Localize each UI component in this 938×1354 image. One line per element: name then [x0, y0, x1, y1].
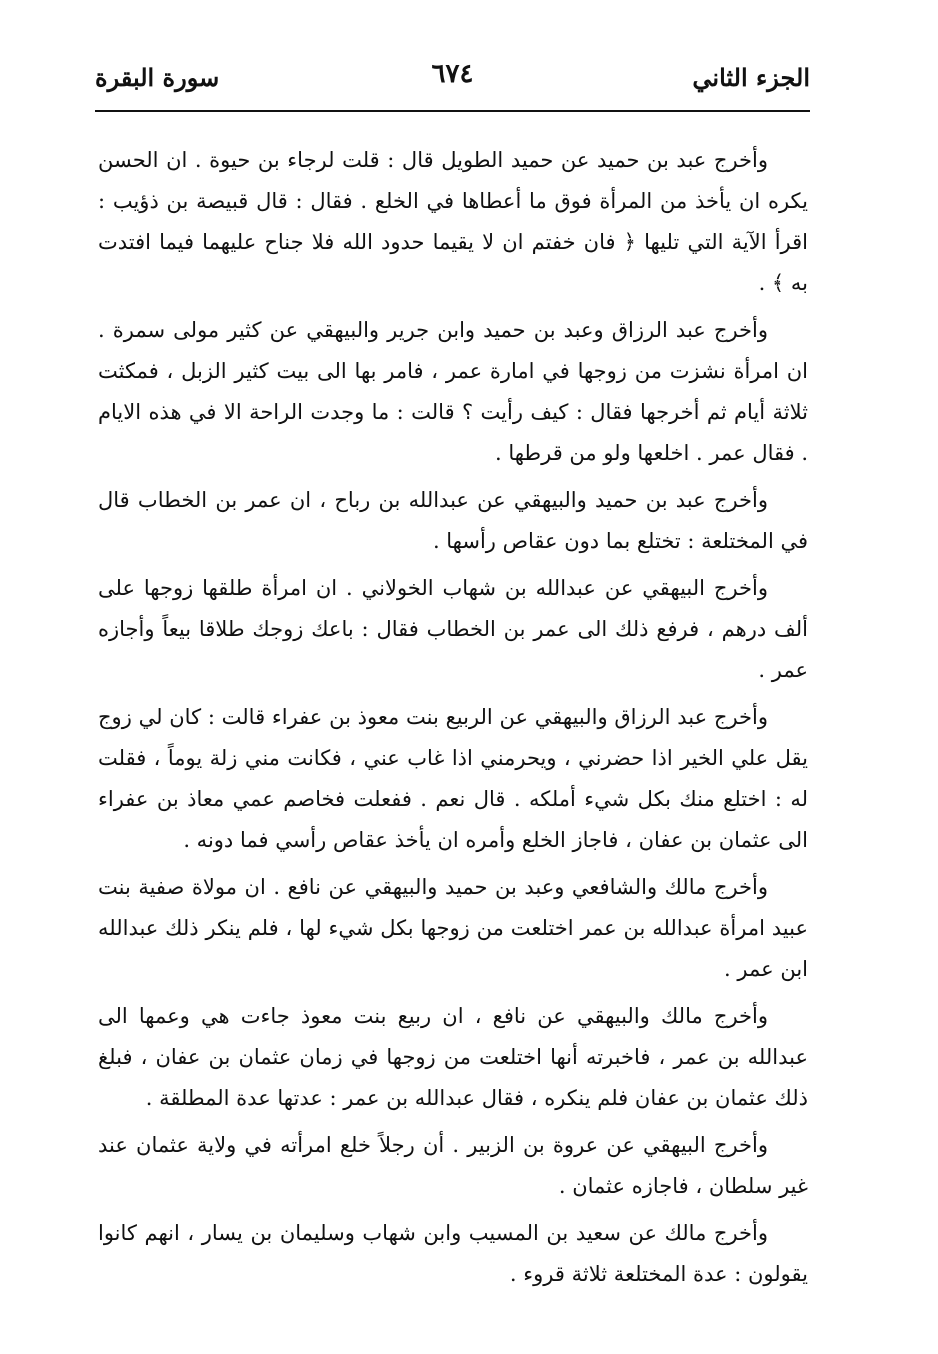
body-text [98, 140, 808, 1301]
header-rule [95, 110, 810, 112]
page-number: ٦٧٤ [431, 59, 474, 89]
paragraph: وأخرج مالك والبيهقي عن نافع ، ان ربيع بنت معوذ جاءت هي وعمها الى عبدالله بن عمر ، فاخبرته أنها اختلعت من زوجها في زمان عثمان بن عفان ، فبلغ ذلك عثمان بن عفان فلم ينكره ، فقال عبدالله بن عمر : عدتها عدة المطلقة . [98, 1004, 808, 1110]
paragraph: وأخرج عبد بن حميد والبيهقي عن عبدالله بن رباح ، ان عمر بن الخطاب قال في المختلعة : تختلع بما دون عقاص رأسها . [98, 488, 808, 553]
paragraph: وأخرج مالك والشافعي وعبد بن حميد والبيهقي عن نافع . ان مولاة صفية بنت عبيد امرأة عبدالله بن عمر اختلعت من زوجها بكل شيء لها ، فلم ينكر ذلك عبدالله ابن عمر . [98, 875, 808, 981]
paragraph: وأخرج عبد بن حميد عن حميد الطويل قال : قلت لرجاء بن حيوة . ان الحسن يكره ان يأخذ من المرأة فوق ما أعطاها في الخلع . فقال : قال قبيصة بن ذؤيب : اقرأ الآية التي تليها ﴿ فان خفتم ان لا يقيما حدود الله فلا جناح عليهما فيما افتدت به ﴾ . [98, 148, 808, 295]
surah-label: سورة البقرة [95, 63, 220, 92]
paragraph: وأخرج البيهقي عن عروة بن الزبير . أن رجلاً خلع امرأته في ولاية عثمان عند غير سلطان ، فاجازه عثمان . [98, 1133, 808, 1198]
paragraph: وأخرج عبد الرزاق والبيهقي عن الربيع بنت معوذ بن عفراء قالت : كان لي زوج يقل علي الخير اذا حضرني ، ويحرمني اذا غاب عني ، فكانت مني زلة يوماً ، فقلت له : اختلع منك بكل شيء أملكه . قال نعم . ففعلت فخاصم عمي معاذ بن عفراء الى عثمان بن عفان ، فاجاز الخلع وأمره ان يأخذ عقاص رأسي فما دونه . [98, 705, 808, 852]
paragraph: وأخرج مالك عن سعيد بن المسيب وابن شهاب وسليمان بن يسار ، انهم كانوا يقولون : عدة المختلعة ثلاثة قروء . [98, 1221, 808, 1286]
juz-label: الجزء الثاني [692, 63, 810, 92]
paragraph: وأخرج البيهقي عن عبدالله بن شهاب الخولاني . ان امرأة طلقها زوجها على ألف درهم ، فرفع ذلك الى عمر بن الخطاب فقال : باعك زوجك طلاقا بيعاً وأجازه عمر . [98, 576, 808, 682]
paragraph: وأخرج عبد الرزاق وعبد بن حميد وابن جرير والبيهقي عن كثير مولى سمرة . ان امرأة نشزت من زوجها في امارة عمر ، فامر بها الى بيت كثير الزبل ، فمكثت ثلاثة أيام ثم أخرجها فقال : كيف رأيت ؟ قالت : ما وجدت الراحة الا في هذه الايام . فقال عمر . اخلعها ولو من قرطها . [98, 318, 808, 465]
running-header [95, 55, 810, 107]
